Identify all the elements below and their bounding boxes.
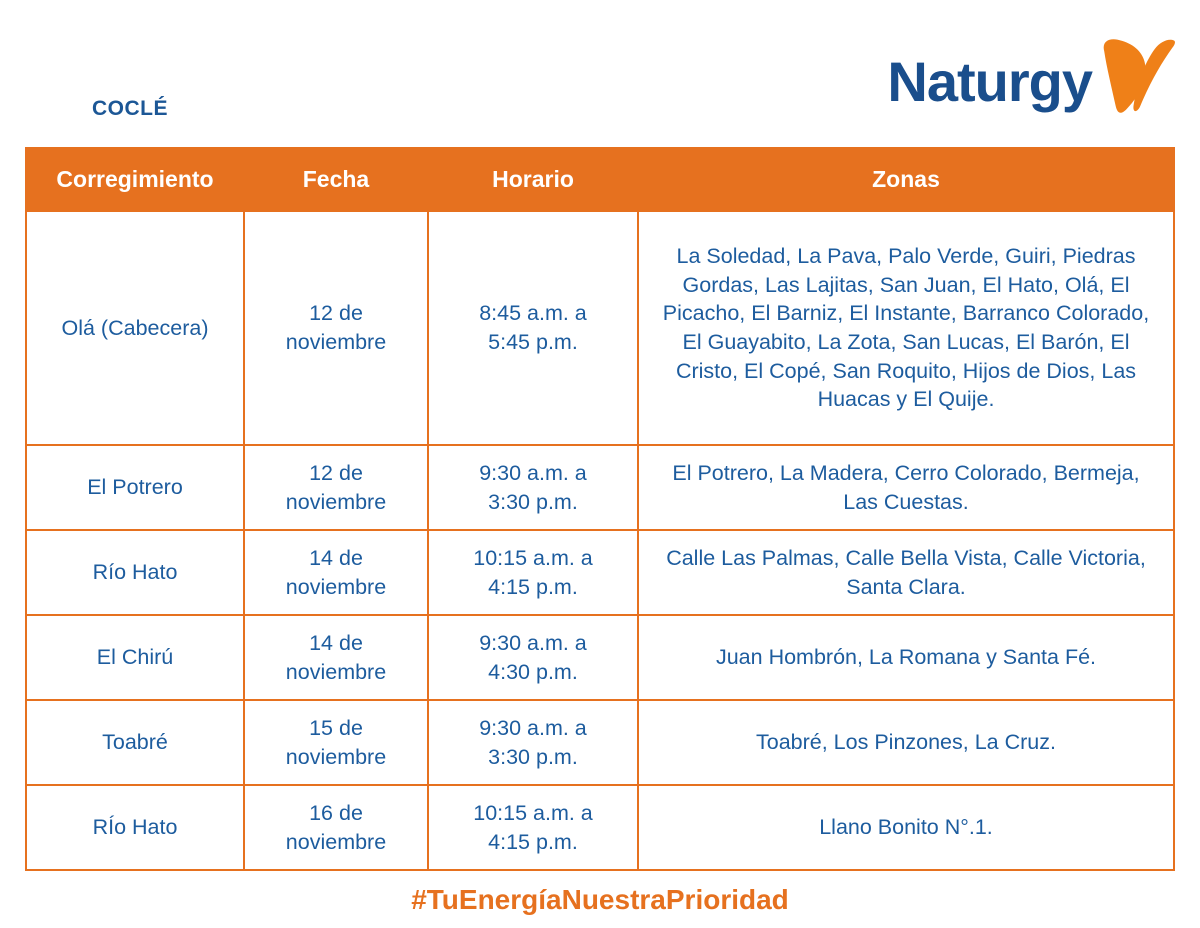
cell-corregimiento	[26, 785, 244, 870]
cell-horario	[428, 445, 638, 530]
horario-value: 8:45 a.m. a 5:45 p.m.	[479, 301, 587, 354]
cell-corregimiento	[26, 615, 244, 700]
zonas-value: El Potrero, La Madera, Cerro Colorado, Bermeja, Las Cuestas.	[672, 460, 1140, 514]
table-row	[26, 445, 1174, 530]
corregimiento-value: El Chirú	[96, 645, 174, 670]
cell-corregimiento	[26, 211, 244, 445]
fecha-value: 12 de noviembre	[285, 460, 387, 514]
fecha-value: 14 de noviembre	[285, 630, 387, 684]
column-header-fecha: Fecha	[244, 148, 428, 211]
cell-fecha	[244, 785, 428, 870]
horario-value: 9:30 a.m. a 3:30 p.m.	[479, 460, 587, 514]
fecha-value: 14 de noviembre	[285, 545, 387, 599]
cell-horario	[428, 785, 638, 870]
outage-schedule-table	[25, 147, 1175, 871]
region-title: COCLÉ	[92, 97, 168, 120]
table-row	[26, 530, 1174, 615]
header-area	[0, 0, 1200, 147]
horario-value: 10:15 a.m. a 4:15 p.m.	[473, 545, 593, 599]
zonas-value: Llano Bonito N°.1.	[819, 815, 993, 840]
horario-value: 10:15 a.m. a 4:15 p.m.	[473, 800, 593, 854]
zonas-value: Juan Hombrón, La Romana y Santa Fé.	[715, 645, 1097, 670]
cell-fecha	[244, 530, 428, 615]
zonas-value: Toabré, Los Pinzones, La Cruz.	[756, 730, 1056, 755]
fecha-value: 16 de noviembre	[285, 800, 387, 854]
cell-zonas	[638, 785, 1174, 870]
corregimiento-value: El Potrero	[87, 475, 183, 500]
table-header-row	[26, 148, 1174, 211]
cell-corregimiento	[26, 530, 244, 615]
zonas-value: Calle Las Palmas, Calle Bella Vista, Calle Victoria, Santa Clara.	[666, 545, 1146, 599]
cell-fecha	[244, 615, 428, 700]
cell-zonas	[638, 615, 1174, 700]
cell-horario	[428, 530, 638, 615]
hashtag: #TuEnergíaNuestraPrioridad	[411, 884, 789, 915]
cell-zonas	[638, 211, 1174, 445]
column-header-horario: Horario	[428, 148, 638, 211]
table-row	[26, 700, 1174, 785]
table-row	[26, 615, 1174, 700]
corregimiento-value: RÍo Hato	[92, 815, 178, 840]
naturgy-logo-text: Naturgy	[887, 50, 1092, 113]
cell-zonas	[638, 530, 1174, 615]
cell-zonas	[638, 445, 1174, 530]
zonas-value: La Soledad, La Pava, Palo Verde, Guiri, Piedras Gordas, Las Lajitas, San Juan, El Hato, Olá, El Picacho, El Barniz, El Instante, Barranco Colorado, El Guayabito, La Zota, San Lucas, El Barón, El Cristo, El Copé, San Roquito, Hijos de Dios, Las Huacas y El Quije.	[662, 244, 1150, 412]
table-row	[26, 785, 1174, 870]
table-row	[26, 211, 1174, 445]
cell-fecha	[244, 211, 428, 445]
column-header-zonas: Zonas	[638, 148, 1174, 211]
horario-value: 9:30 a.m. a 4:30 p.m.	[479, 630, 587, 684]
butterfly-icon	[1096, 38, 1178, 120]
cell-horario	[428, 615, 638, 700]
cell-fecha	[244, 700, 428, 785]
naturgy-logo	[887, 40, 1178, 120]
cell-zonas	[638, 700, 1174, 785]
corregimiento-value: Olá (Cabecera)	[61, 315, 209, 340]
corregimiento-value: Río Hato	[92, 560, 178, 585]
cell-corregimiento	[26, 700, 244, 785]
corregimiento-value: Toabré	[102, 730, 168, 755]
cell-corregimiento	[26, 445, 244, 530]
cell-horario	[428, 211, 638, 445]
cell-fecha	[244, 445, 428, 530]
column-header-corregimiento: Corregimiento	[26, 148, 244, 211]
fecha-value: 12 de noviembre	[285, 301, 387, 354]
horario-value: 9:30 a.m. a 3:30 p.m.	[479, 715, 587, 769]
cell-horario	[428, 700, 638, 785]
fecha-value: 15 de noviembre	[285, 715, 387, 769]
